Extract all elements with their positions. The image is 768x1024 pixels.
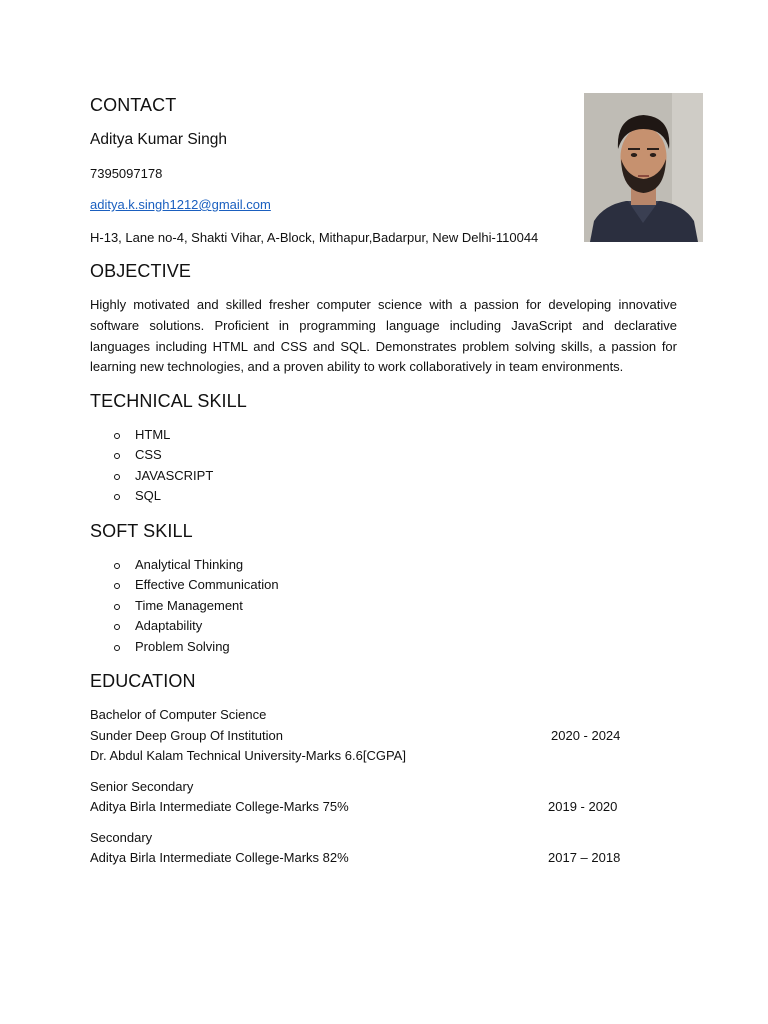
bullet-circle-icon: [114, 624, 120, 630]
list-item: [90, 425, 213, 445]
bullet-circle-icon: [114, 433, 120, 439]
education-years: 2019 - 2020: [548, 799, 618, 814]
skill-label: Effective Communication: [135, 577, 279, 593]
technical-skill-list: [90, 425, 213, 507]
education-institution: Aditya Birla Intermediate College-Marks 82%: [90, 850, 349, 865]
bullet-circle-icon: [114, 604, 120, 610]
skill-label: Adaptability: [135, 618, 203, 634]
education-degree: Secondary: [90, 830, 153, 845]
skill-label: CSS: [135, 447, 162, 463]
bullet-circle-icon: [114, 583, 120, 589]
list-item: [90, 555, 279, 575]
bullet-circle-icon: [114, 474, 120, 480]
profile-photo-illustration: [584, 93, 703, 242]
bullet-circle-icon: [114, 453, 120, 459]
contact-address: H-13, Lane no-4, Shakti Vihar, A-Block, Mithapur,Badarpur, New Delhi-110044: [90, 230, 539, 245]
list-item: [90, 596, 279, 616]
education-heading: EDUCATION: [90, 671, 196, 691]
bullet-circle-icon: [114, 494, 120, 500]
bullet-circle-icon: [114, 563, 120, 569]
objective-heading: OBJECTIVE: [90, 261, 191, 281]
bullet-circle-icon: [114, 645, 120, 651]
education-detail: Dr. Abdul Kalam Technical University-Marks 6.6[CGPA]: [90, 748, 406, 763]
education-degree: Bachelor of Computer Science: [90, 707, 267, 722]
skill-label: Problem Solving: [135, 638, 230, 654]
contact-email-link[interactable]: aditya.k.singh1212@gmail.com: [90, 197, 271, 212]
skill-label: HTML: [135, 427, 171, 442]
list-item: [90, 445, 213, 465]
contact-phone: 7395097178: [90, 166, 163, 181]
soft-skill-list: [90, 555, 279, 657]
education-years: 2017 – 2018: [548, 850, 621, 865]
skill-label: JAVASCRIPT: [135, 467, 214, 483]
education-institution: Sunder Deep Group Of Institution: [90, 728, 283, 743]
list-item: [90, 486, 213, 506]
education-years: 2020 - 2024: [551, 728, 621, 743]
education-degree: Senior Secondary: [90, 779, 194, 794]
list-item: [90, 466, 213, 486]
technical-skill-heading: TECHNICAL SKILL: [90, 391, 247, 411]
list-item: [90, 616, 279, 636]
education-institution: Aditya Birla Intermediate College-Marks 75%: [90, 799, 349, 814]
soft-skill-heading: SOFT SKILL: [90, 521, 193, 541]
skill-label: SQL: [135, 488, 162, 504]
contact-heading: CONTACT: [90, 95, 177, 115]
skill-label: Time Management: [135, 597, 243, 613]
list-item: [90, 575, 279, 595]
contact-name: Aditya Kumar Singh: [90, 131, 227, 148]
objective-text: Highly motivated and skilled fresher computer science with a passion for developing innovative software solutions. Proficient in programming language including JavaScript and declarative languages including HTML and CSS and SQL. Demonstrates problem solving skills, a passion for learning new technologies, and a proven ability to work collaboratively in team environments.: [90, 297, 677, 375]
profile-photo: [584, 93, 703, 242]
list-item: [90, 637, 279, 657]
skill-label: Analytical Thinking: [135, 557, 244, 572]
